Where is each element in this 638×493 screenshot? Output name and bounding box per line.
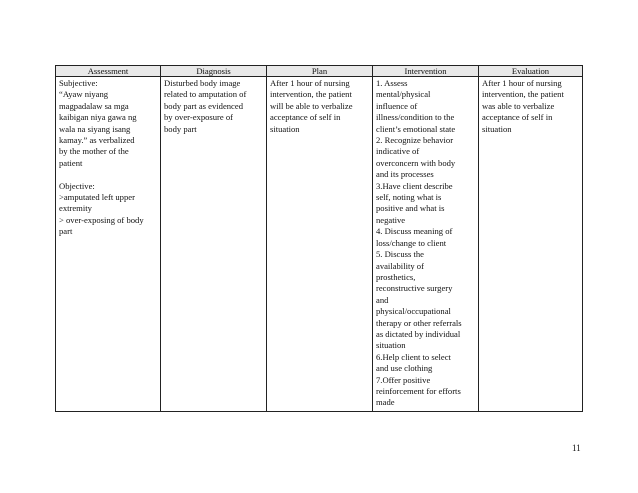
table-header-row bbox=[56, 66, 583, 77]
text-line: overconcern with body bbox=[376, 157, 456, 168]
text-line: prosthetics, bbox=[376, 271, 416, 282]
text-line: physical/occupational bbox=[376, 306, 451, 317]
nursing-care-plan-table bbox=[55, 65, 583, 412]
text-line: self, noting what is bbox=[376, 192, 442, 203]
text-line: indicative of bbox=[376, 146, 420, 157]
text-line: part bbox=[59, 226, 73, 237]
text-line: 6.Help client to select bbox=[376, 351, 451, 362]
text-line: by the mother of the bbox=[59, 146, 129, 157]
text-line: “Ayaw niyang bbox=[59, 89, 109, 100]
evaluation-block bbox=[482, 78, 579, 135]
text-line: Objective: bbox=[59, 180, 95, 191]
text-line: by over-exposure of bbox=[164, 112, 234, 123]
text-line: 1. Assess bbox=[376, 78, 408, 88]
text-line: positive and what is bbox=[376, 203, 445, 214]
text-line: > over-exposing of body bbox=[59, 214, 144, 225]
text-line: 5. Discuss the bbox=[376, 249, 424, 260]
text-line: >amputated left upper bbox=[59, 192, 135, 203]
text-line: intervention, the patient bbox=[482, 89, 564, 100]
text-line: Subjective: bbox=[59, 78, 98, 88]
text-line: client’s emotional state bbox=[376, 123, 456, 134]
text-line: negative bbox=[376, 214, 406, 225]
text-line: and its processes bbox=[376, 169, 434, 180]
text-line: 2. Recognize behavior bbox=[376, 135, 454, 146]
text-line: body part as evidenced bbox=[164, 100, 243, 111]
text-line: acceptance of self in bbox=[270, 112, 341, 123]
text-line: magpadalaw sa mga bbox=[59, 100, 129, 111]
text-line: 7.Offer positive bbox=[376, 374, 431, 385]
text-line: Disturbed body image bbox=[164, 78, 241, 88]
text-line: wala na siyang isang bbox=[59, 123, 131, 134]
text-line: made bbox=[376, 397, 395, 408]
text-line: acceptance of self in bbox=[482, 112, 553, 123]
intervention-block bbox=[376, 78, 475, 409]
text-line: and bbox=[376, 294, 389, 305]
text-line: After 1 hour of nursing bbox=[270, 78, 350, 88]
header-assessment: Assessment bbox=[56, 66, 161, 77]
text-line: related to amputation of bbox=[164, 89, 247, 100]
diagnosis-cell bbox=[161, 77, 267, 412]
text-line: illness/condition to the bbox=[376, 112, 455, 123]
text-line: loss/change to client bbox=[376, 237, 447, 248]
header-evaluation: Evaluation bbox=[479, 66, 583, 77]
text-line: kamay.” as verbalized bbox=[59, 135, 135, 146]
text-line: influence of bbox=[376, 100, 418, 111]
text-line: situation bbox=[376, 340, 406, 351]
table-row bbox=[56, 77, 583, 412]
text-line: and use clothing bbox=[376, 363, 433, 374]
text-line: availability of bbox=[376, 260, 424, 271]
header-intervention: Intervention bbox=[373, 66, 479, 77]
assessment-spacer bbox=[59, 169, 157, 180]
text-line: 3.Have client describe bbox=[376, 180, 453, 191]
text-line: patient bbox=[59, 157, 83, 168]
text-line: situation bbox=[482, 123, 512, 134]
plan-cell bbox=[267, 77, 373, 412]
intervention-cell bbox=[373, 77, 479, 412]
page-number: 11 bbox=[572, 443, 581, 453]
text-line: mental/physical bbox=[376, 89, 431, 100]
text-line: kaibigan niya gawa ng bbox=[59, 112, 137, 123]
text-line: intervention, the patient bbox=[270, 89, 352, 100]
diagnosis-block bbox=[164, 78, 263, 135]
text-line: situation bbox=[270, 123, 300, 134]
text-line: reconstructive surgery bbox=[376, 283, 453, 294]
header-diagnosis: Diagnosis bbox=[161, 66, 267, 77]
text-line: will be able to verbalize bbox=[270, 100, 353, 111]
text-line: After 1 hour of nursing bbox=[482, 78, 562, 88]
plan-block bbox=[270, 78, 369, 135]
evaluation-cell bbox=[479, 77, 583, 412]
objective-block bbox=[59, 181, 157, 238]
assessment-cell bbox=[56, 77, 161, 412]
subjective-block bbox=[59, 78, 157, 169]
text-line: was able to verbalize bbox=[482, 100, 555, 111]
text-line: therapy or other referrals bbox=[376, 317, 462, 328]
text-line: extremity bbox=[59, 203, 92, 214]
text-line: body part bbox=[164, 123, 197, 134]
header-plan: Plan bbox=[267, 66, 373, 77]
text-line: reinforcement for efforts bbox=[376, 385, 461, 396]
text-line: 4. Discuss meaning of bbox=[376, 226, 453, 237]
text-line: as dictated by individual bbox=[376, 328, 461, 339]
